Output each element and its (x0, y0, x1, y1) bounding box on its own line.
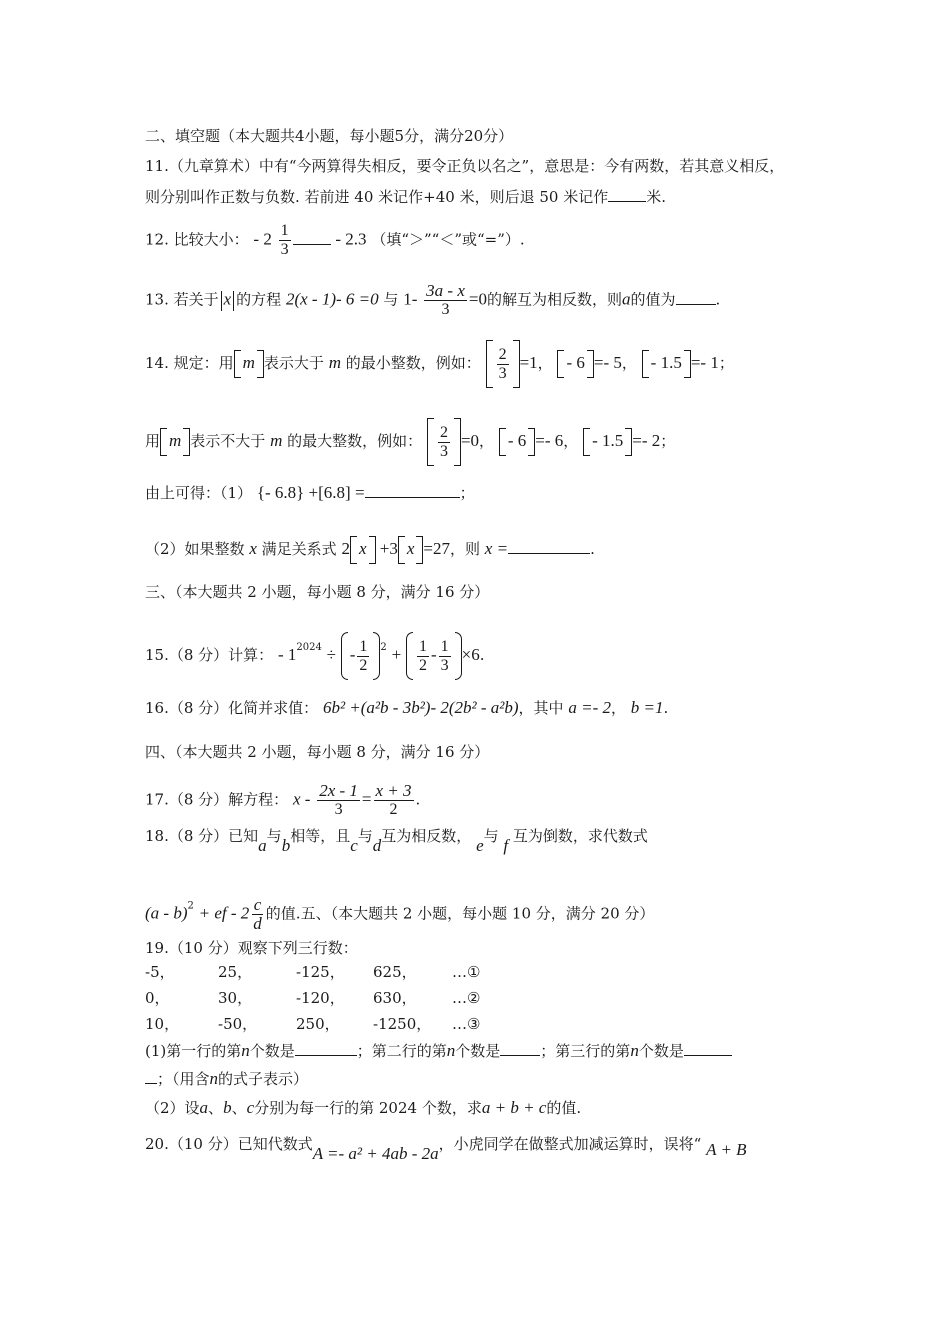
q13-text-a: 的方程 (236, 290, 282, 309)
q19-p3-text-c: 的值. (546, 1099, 582, 1117)
q14-part2-then: ，则 (449, 539, 480, 558)
table-cell: 630， (373, 989, 417, 1007)
q18-prefix: 18.（8 分）已知 (145, 827, 259, 845)
q16-expression: 6b² +(a²b - 3b²)- 2(2b² - a²b) (322, 698, 519, 717)
q19-var-n: n (630, 1041, 639, 1060)
q20-expression: A =- a² + 4ab - 2a (312, 1144, 439, 1163)
q19-var-c: c (246, 1098, 255, 1117)
q15-square: 2 (380, 642, 387, 653)
q17-prefix: 17.（8 分）解方程： (145, 790, 289, 809)
q17-frac1-num: 2x - 1 (319, 781, 358, 800)
table-cell: …② (452, 989, 481, 1007)
q19-var-a: a (199, 1098, 209, 1117)
q15-line (145, 632, 484, 680)
table-cell: 625， (373, 963, 417, 981)
q14-part1-label: 由上可得：（1） (145, 484, 253, 502)
q14-ex3: - 1.5 (650, 353, 682, 372)
q18-with: 与 (266, 827, 282, 845)
q15-frac3-den: 3 (440, 656, 449, 674)
period: . (663, 699, 669, 717)
q14-ex3-result: =- 1 (690, 353, 719, 372)
table-cell: …① (452, 963, 481, 981)
paren-left (341, 632, 348, 680)
table-cell: …③ (452, 1015, 481, 1033)
brace-right (513, 340, 520, 388)
abs-bar-left (221, 291, 222, 311)
table-cell: 0， (145, 989, 170, 1007)
comma: ， (563, 432, 579, 450)
q18-var-e: e (476, 836, 484, 855)
q15-neg-one: - 1 (277, 645, 297, 664)
q19-blank-3 (684, 1040, 732, 1056)
paren-right (455, 632, 462, 680)
paren-left (406, 632, 413, 680)
q12-frac-den: 3 (280, 241, 289, 258)
brace-right (369, 536, 376, 564)
q12-prefix: 12. 比较大小： (145, 230, 249, 249)
bracket-left (499, 428, 506, 456)
var-x: x (358, 538, 367, 558)
comma: ， (610, 699, 626, 717)
q18-var-f: f (503, 836, 509, 855)
q19-p1-text-a: (1)第一行的第 (145, 1042, 242, 1060)
abs-bar-right (233, 291, 234, 311)
q14-ex2-result: =- 5 (593, 353, 622, 372)
q20-a-plus-b: A + B (706, 1140, 747, 1159)
table-cell: 250， (296, 1015, 340, 1033)
brace-left (234, 350, 241, 378)
q16-prefix: 16.（8 分）化简并求值： (145, 699, 319, 717)
q20-line (145, 1134, 747, 1163)
q17-fraction-2 (374, 782, 414, 819)
q14-ex2: - 6 (566, 353, 585, 372)
q14-l2-text-b: 的最大整数，例如： (287, 432, 423, 450)
q12-answer-blank (293, 229, 331, 245)
q13-text-d: 的值为 (630, 290, 676, 309)
q19-part2-line (145, 1098, 581, 1118)
q18-var-b: b (281, 836, 291, 855)
q17-frac2-num: x + 3 (375, 781, 412, 800)
q19-p1-text-e: ；第三行的第 (540, 1042, 631, 1060)
semicolon: ； (718, 354, 734, 372)
q14-ex4-fraction (438, 424, 450, 461)
q17-frac2-den: 2 (389, 801, 398, 818)
q18-expression-rest: + ef - 2 (198, 903, 250, 923)
q15-prefix: 15.（8 分）计算： (145, 646, 274, 664)
q15-frac1-num: 1 (359, 637, 368, 655)
bracket-left (398, 536, 405, 564)
q14-ex1-den: 3 (498, 364, 507, 382)
q14-ex1-result: =1 (519, 353, 538, 372)
q13-equation-1: 2(x - 1)- 6 =0 (285, 289, 379, 309)
q18-var-c: c (350, 836, 358, 855)
q17-x-minus: x - (292, 789, 311, 809)
q18-text-1: 相等，且 (290, 827, 351, 845)
q18-square: 2 (187, 900, 194, 912)
q16-line (145, 698, 668, 718)
q19-title: 19.（10 分）观察下列三行数： (145, 939, 358, 957)
q14-text-a: 表示大于 (263, 354, 324, 372)
table-cell: -50， (218, 1015, 258, 1033)
q15-exponent: 2024 (296, 642, 322, 653)
comma: ， (621, 354, 637, 372)
q16-where: ，其中 (518, 699, 564, 717)
table-cell: -1250， (373, 1015, 432, 1033)
q13-var-x: x (223, 289, 232, 309)
q15-plus: + (391, 645, 402, 664)
q19-p1-text-d: 个数是 (455, 1042, 501, 1060)
table-cell: 10， (145, 1015, 180, 1033)
comma: ， (479, 432, 495, 450)
section-3-heading: 三、（本大题共 2 小题，每小题 8 分，满分 16 分） (145, 583, 490, 601)
q19-p2-text-a: ；（用含 (157, 1070, 210, 1088)
table-cell: -120， (296, 989, 345, 1007)
q15-fraction-2 (417, 638, 429, 675)
q14-ex1-fraction (497, 346, 509, 383)
q12-frac-num: 1 (280, 222, 289, 239)
q14-part2-text: 满足关系式 (261, 539, 337, 558)
q19-part1-line-2 (145, 1068, 308, 1089)
q13-end: . (715, 290, 721, 309)
q14-var-m: m (242, 353, 255, 372)
q13-frac-num: 3a - x (426, 281, 465, 300)
q18-text-3: 互为相反数， (381, 827, 472, 845)
comma: ， (537, 354, 553, 372)
q18-frac-den: d (253, 914, 262, 933)
q19-blank-1 (295, 1040, 357, 1056)
q19-var-b: b (223, 1098, 232, 1117)
brace-left (642, 350, 649, 378)
table-cell: -125， (296, 963, 345, 981)
table-cell: 25， (218, 963, 253, 981)
q13-fraction (424, 282, 467, 319)
q15-frac1-den: 2 (359, 656, 368, 674)
q12-fraction (279, 222, 291, 259)
q19-blank-3-cont (145, 1068, 157, 1084)
q15-fraction-1 (357, 638, 369, 675)
q20-prefix: 20.（10 分）已知代数式 (145, 1135, 313, 1153)
q15-frac3-num: 1 (440, 637, 449, 655)
q11-end: 米. (646, 188, 666, 206)
q18-end: 的值. (265, 904, 301, 923)
q14-var-m-3: m (169, 431, 182, 450)
q17-line (145, 782, 420, 819)
q19-p3-text-a: （2）设 (145, 1099, 200, 1117)
q14-ex4-num: 2 (439, 423, 448, 441)
q13-var-a: a (622, 289, 631, 309)
q19-sum: a + b + c (481, 1098, 547, 1117)
q14-part2-expression: 2 x +3 x (341, 539, 423, 558)
q14-ex5: - 6 (507, 431, 527, 450)
brace-right (587, 350, 594, 378)
bracket-left (583, 428, 590, 456)
separator: 、 (208, 1099, 224, 1117)
brace-right (257, 350, 264, 378)
q17-fraction-1 (317, 782, 360, 819)
period: . (479, 646, 485, 664)
q19-var-n: n (446, 1041, 456, 1060)
q14-line-4 (145, 536, 595, 564)
q15-negative: - (349, 645, 356, 664)
q15-fraction-3 (439, 638, 451, 675)
q18-var-a: a (258, 836, 267, 855)
q14-part1-expression: {- 6.8} +[6.8] = (256, 483, 365, 502)
q12-suffix: （填“＞”“＜”或“=”）. (371, 230, 525, 249)
q18-fraction (251, 896, 264, 933)
q14-part2-label: （2）如果整数 (145, 539, 245, 558)
semicolon: ； (660, 432, 676, 450)
q17-frac1-den: 3 (334, 801, 343, 818)
q15-divide: ÷ (326, 645, 336, 664)
q14-part2-blank (508, 538, 590, 554)
paren-right (373, 632, 380, 680)
q18-line-1 (145, 826, 648, 855)
table-cell: -5， (145, 963, 175, 981)
q19-p2-text-b: 的式子表示） (218, 1070, 309, 1088)
var-x: x (406, 538, 415, 558)
q11-answer-blank (608, 186, 646, 202)
q13-one-minus: 1- (403, 289, 418, 309)
q19-p1-text-f: 个数是 (638, 1042, 684, 1060)
q19-part1-line-1 (145, 1040, 732, 1061)
q12-neg-23: - 2.3 (335, 229, 367, 249)
q14-part2-x-equals: x = (484, 538, 509, 558)
brace-right (684, 350, 691, 378)
separator: 、 (231, 1099, 247, 1117)
q15-times-six: ×6 (461, 645, 480, 664)
q14-l2-text-a: 表示不大于 (190, 432, 266, 450)
q18-text-5: 互为倒数，求代数式 (512, 827, 648, 845)
q14-part1-blank (365, 482, 460, 498)
q12-line (145, 222, 525, 259)
q13-prefix: 13. 若关于 (145, 290, 219, 309)
q14-line-3 (145, 482, 475, 503)
table-cell: 30， (218, 989, 253, 1007)
q20-text: ，小虎同学在做整式加减运算时，误将“ (438, 1135, 702, 1153)
q14-ex6: - 1.5 (592, 431, 624, 450)
section-4-heading: 四、（本大题共 2 小题，每小题 8 分，满分 16 分） (145, 743, 490, 761)
q13-text-c: 的解互为相反数，则 (486, 290, 622, 309)
q18-expression: (a - b) (145, 903, 188, 923)
q13-text-b: 与 (383, 290, 399, 309)
q19-var-n: n (241, 1041, 250, 1060)
q11-line-1: 11.（九章算术）中有“今两算得失相反，要令正负以名之”，意思是：今有两数，若其意义相反， (145, 157, 785, 175)
bracket-right (454, 418, 461, 466)
brace-left (486, 340, 493, 388)
q15-frac2-den: 2 (418, 656, 427, 674)
brace-left (557, 350, 564, 378)
q16-a-value: a =- 2 (568, 698, 611, 717)
q19-var-n: n (209, 1069, 219, 1088)
q14-prefix: 14. 规定：用 (145, 354, 234, 372)
q14-ex4-den: 3 (439, 442, 448, 460)
q18-line-2 (145, 896, 654, 933)
q14-ex6-result: =- 2 (632, 431, 661, 450)
bracket-left (160, 428, 167, 456)
q11-text: 则分别叫作正数与负数. 若前进 40 米记作+40 米，则后退 50 米记作 (145, 188, 609, 206)
q19-p1-text-c: ；第二行的第 (356, 1042, 447, 1060)
q14-line-1 (145, 340, 734, 388)
q19-blank-2 (500, 1040, 540, 1056)
q18-text-2: 与 (357, 827, 373, 845)
period: . (590, 539, 595, 558)
q14-l2-prefix: 用 (145, 432, 161, 450)
q14-ex1-num: 2 (498, 345, 507, 363)
q14-text-b: 的最小整数，例如： (345, 354, 481, 372)
q14-var-m-2: m (328, 353, 341, 372)
q15-minus: - (430, 645, 437, 664)
q14-ex5-result: =- 6 (535, 431, 564, 450)
semicolon: ； (459, 484, 475, 502)
q13-frac-den: 3 (441, 301, 450, 318)
section-2-heading: 二、填空题（本大题共4小题，每小题5分，满分20分） (145, 127, 514, 145)
period: . (415, 790, 421, 809)
q15-frac2-num: 1 (418, 637, 427, 655)
q13-line (145, 282, 720, 319)
q14-ex4-result: =0 (460, 431, 480, 450)
q12-neg-two: - 2 (253, 229, 272, 249)
q13-equals-zero: =0 (468, 289, 487, 309)
q18-text-4: 与 (483, 827, 499, 845)
q19-p3-text-b: 分别为每一行的第 2024 个数，求 (254, 1099, 482, 1117)
q18-frac-num: c (253, 895, 262, 914)
q17-equals: = (361, 789, 372, 809)
q19-p1-text-b: 个数是 (249, 1042, 295, 1060)
brace-left (350, 536, 357, 564)
section-5-heading: 五、（本大题共 2 小题，每小题 10 分，满分 20 分） (300, 904, 655, 923)
q13-answer-blank (676, 289, 716, 305)
bracket-left (427, 418, 434, 466)
q14-var-x: x (249, 538, 257, 558)
q14-part2-equals: =27 (423, 538, 450, 558)
q14-line-2 (145, 418, 675, 466)
q14-var-m-4: m (270, 431, 283, 450)
q16-b-value: b =1 (630, 698, 664, 717)
q18-var-d: d (372, 836, 382, 855)
q11-line-2 (145, 186, 666, 207)
